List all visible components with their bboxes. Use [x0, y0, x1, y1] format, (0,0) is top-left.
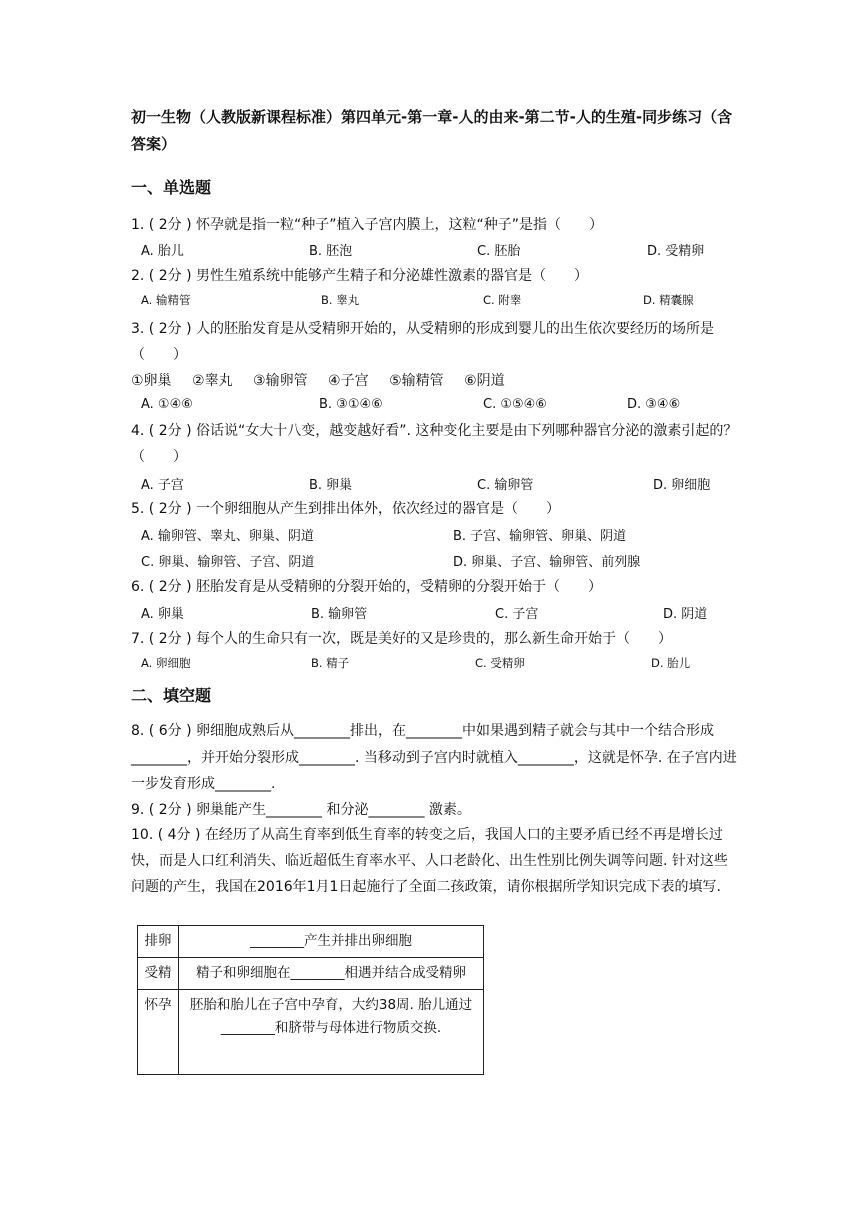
- table-row: [138, 958, 484, 990]
- item: ②睾丸: [192, 373, 233, 389]
- option-a[interactable]: A. 胎儿: [141, 244, 184, 259]
- question-6-stem: 6. ( 2分 ) 胚胎发育是从受精卵的分裂开始的，受精卵的分裂开始于（ ）: [131, 579, 602, 595]
- question-4-options: [141, 474, 741, 496]
- table-key: 怀孕: [138, 990, 179, 1075]
- table-row: [138, 990, 484, 1075]
- option-b[interactable]: B. 精子: [311, 656, 350, 670]
- option-a[interactable]: A. 子宫: [141, 478, 184, 493]
- question-7-options: [141, 655, 741, 677]
- option-d[interactable]: D. 卵巢、子宫、输卵管、前列腺: [453, 555, 641, 570]
- option-c[interactable]: C. 胚胎: [477, 244, 521, 259]
- question-3-items: [131, 370, 521, 390]
- question-2-options: [141, 292, 741, 314]
- option-b[interactable]: B. 睾丸: [321, 293, 360, 307]
- question-3-stem: 3. ( 2分 ) 人的胚胎发育是从受精卵开始的，从受精卵的形成到婴儿的出生依次要经历的场所是（ ）: [131, 321, 714, 363]
- option-c[interactable]: C. 附睾: [483, 293, 522, 307]
- item: ④子宫: [328, 373, 369, 389]
- table-value: 胚胎和胎儿在子宫中孕育，大约38周. 胎儿通过________和脐带与母体进行物质交换.: [179, 990, 484, 1075]
- item: ⑤输精管: [389, 373, 444, 389]
- option-c[interactable]: C. 输卵管: [477, 478, 534, 493]
- question-10-stem: 10. ( 4分 ) 在经历了从高生育率到低生育率的转变之后，我国人口的主要矛盾已经不再是增长过快，而是人口红利消失、临近超低生育率水平、人口老龄化、出生性别比例失调等问题. 针对这些问题的产生，我国在2016年1月1日起施行了全面二孩政策，请你根据所学知识完成下表的填写.: [131, 827, 728, 895]
- item: ③输卵管: [253, 373, 308, 389]
- option-a[interactable]: A. ①④⑥: [141, 397, 193, 412]
- option-a[interactable]: A. 输卵管、睾丸、卵巢、阴道: [141, 529, 314, 544]
- option-c[interactable]: C. 子宫: [495, 607, 539, 622]
- option-c[interactable]: C. ①⑤④⑥: [483, 397, 547, 412]
- table-row: [138, 926, 484, 958]
- question-5-options-row1: [141, 525, 741, 547]
- option-b[interactable]: B. 子宫、输卵管、卵巢、阴道: [453, 529, 627, 544]
- question-1-stem: 1. ( 2分 ) 怀孕就是指一粒“种子”植入子宫内膜上，这粒“种子”是指（ ）: [131, 217, 603, 233]
- question-7-stem: 7. ( 2分 ) 每个人的生命只有一次，既是美好的又是珍贵的，那么新生命开始于（ ）: [131, 631, 672, 647]
- option-b[interactable]: B. 卵巢: [309, 478, 353, 493]
- table-key: 受精: [138, 958, 179, 990]
- question-4-stem: 4. ( 2分 ) 俗话说“女大十八变，越变越好看”. 这种变化主要是由下列哪种器官分泌的激素引起的？（ ）: [131, 423, 738, 465]
- item: ①卵巢: [131, 373, 172, 389]
- question-6-options: [141, 603, 741, 625]
- option-d[interactable]: D. 受精卵: [647, 244, 705, 259]
- option-d[interactable]: D. ③④⑥: [627, 397, 681, 412]
- option-b[interactable]: B. 输卵管: [311, 607, 368, 622]
- table-key: 排卵: [138, 926, 179, 958]
- option-a[interactable]: A. 卵细胞: [141, 656, 191, 670]
- question-1-options: [141, 240, 741, 262]
- fill-in-table: [137, 925, 484, 1075]
- option-a[interactable]: A. 输精管: [141, 293, 191, 307]
- table-value: 精子和卵细胞在________相遇并结合成受精卵: [179, 958, 484, 990]
- page-title: 初一生物（人教版新课程标准）第四单元-第一章-人的由来-第二节-人的生殖-同步练习（含答案）: [131, 108, 733, 153]
- option-d[interactable]: D. 精囊腺: [643, 293, 694, 307]
- option-c[interactable]: C. 卵巢、输卵管、子宫、阴道: [141, 555, 315, 570]
- question-5-options-row2: [141, 551, 741, 573]
- question-3-options: [141, 397, 741, 419]
- section-heading-fill-blank: 二、填空题: [131, 686, 212, 705]
- question-2-stem: 2. ( 2分 ) 男性生殖系统中能够产生精子和分泌雄性激素的器官是（ ）: [131, 268, 588, 284]
- option-d[interactable]: D. 卵细胞: [653, 478, 711, 493]
- question-8-stem: 8. ( 6分 ) 卵细胞成熟后从________排出，在________中如果遇到精子就会与其中一个结合形成________，并开始分裂形成________. 当移动到子宫内时就植入________，这就是怀孕. 在子宫内进一步发育形成________.: [131, 723, 737, 792]
- question-9-stem: 9. ( 2分 ) 卵巢能产生________ 和分泌________ 激素。: [131, 802, 471, 818]
- section-heading-single-choice: 一、单选题: [131, 178, 212, 197]
- table-value: ________产生并排出卵细胞: [179, 926, 484, 958]
- option-a[interactable]: A. 卵巢: [141, 607, 184, 622]
- option-b[interactable]: B. ③①④⑥: [319, 397, 383, 412]
- option-d[interactable]: D. 阴道: [663, 607, 708, 622]
- item: ⑥阴道: [464, 373, 505, 389]
- option-c[interactable]: C. 受精卵: [475, 656, 525, 670]
- question-5-stem: 5. ( 2分 ) 一个卵细胞从产生到排出体外，依次经过的器官是（ ）: [131, 501, 560, 517]
- option-d[interactable]: D. 胎儿: [651, 656, 691, 670]
- option-b[interactable]: B. 胚泡: [309, 244, 353, 259]
